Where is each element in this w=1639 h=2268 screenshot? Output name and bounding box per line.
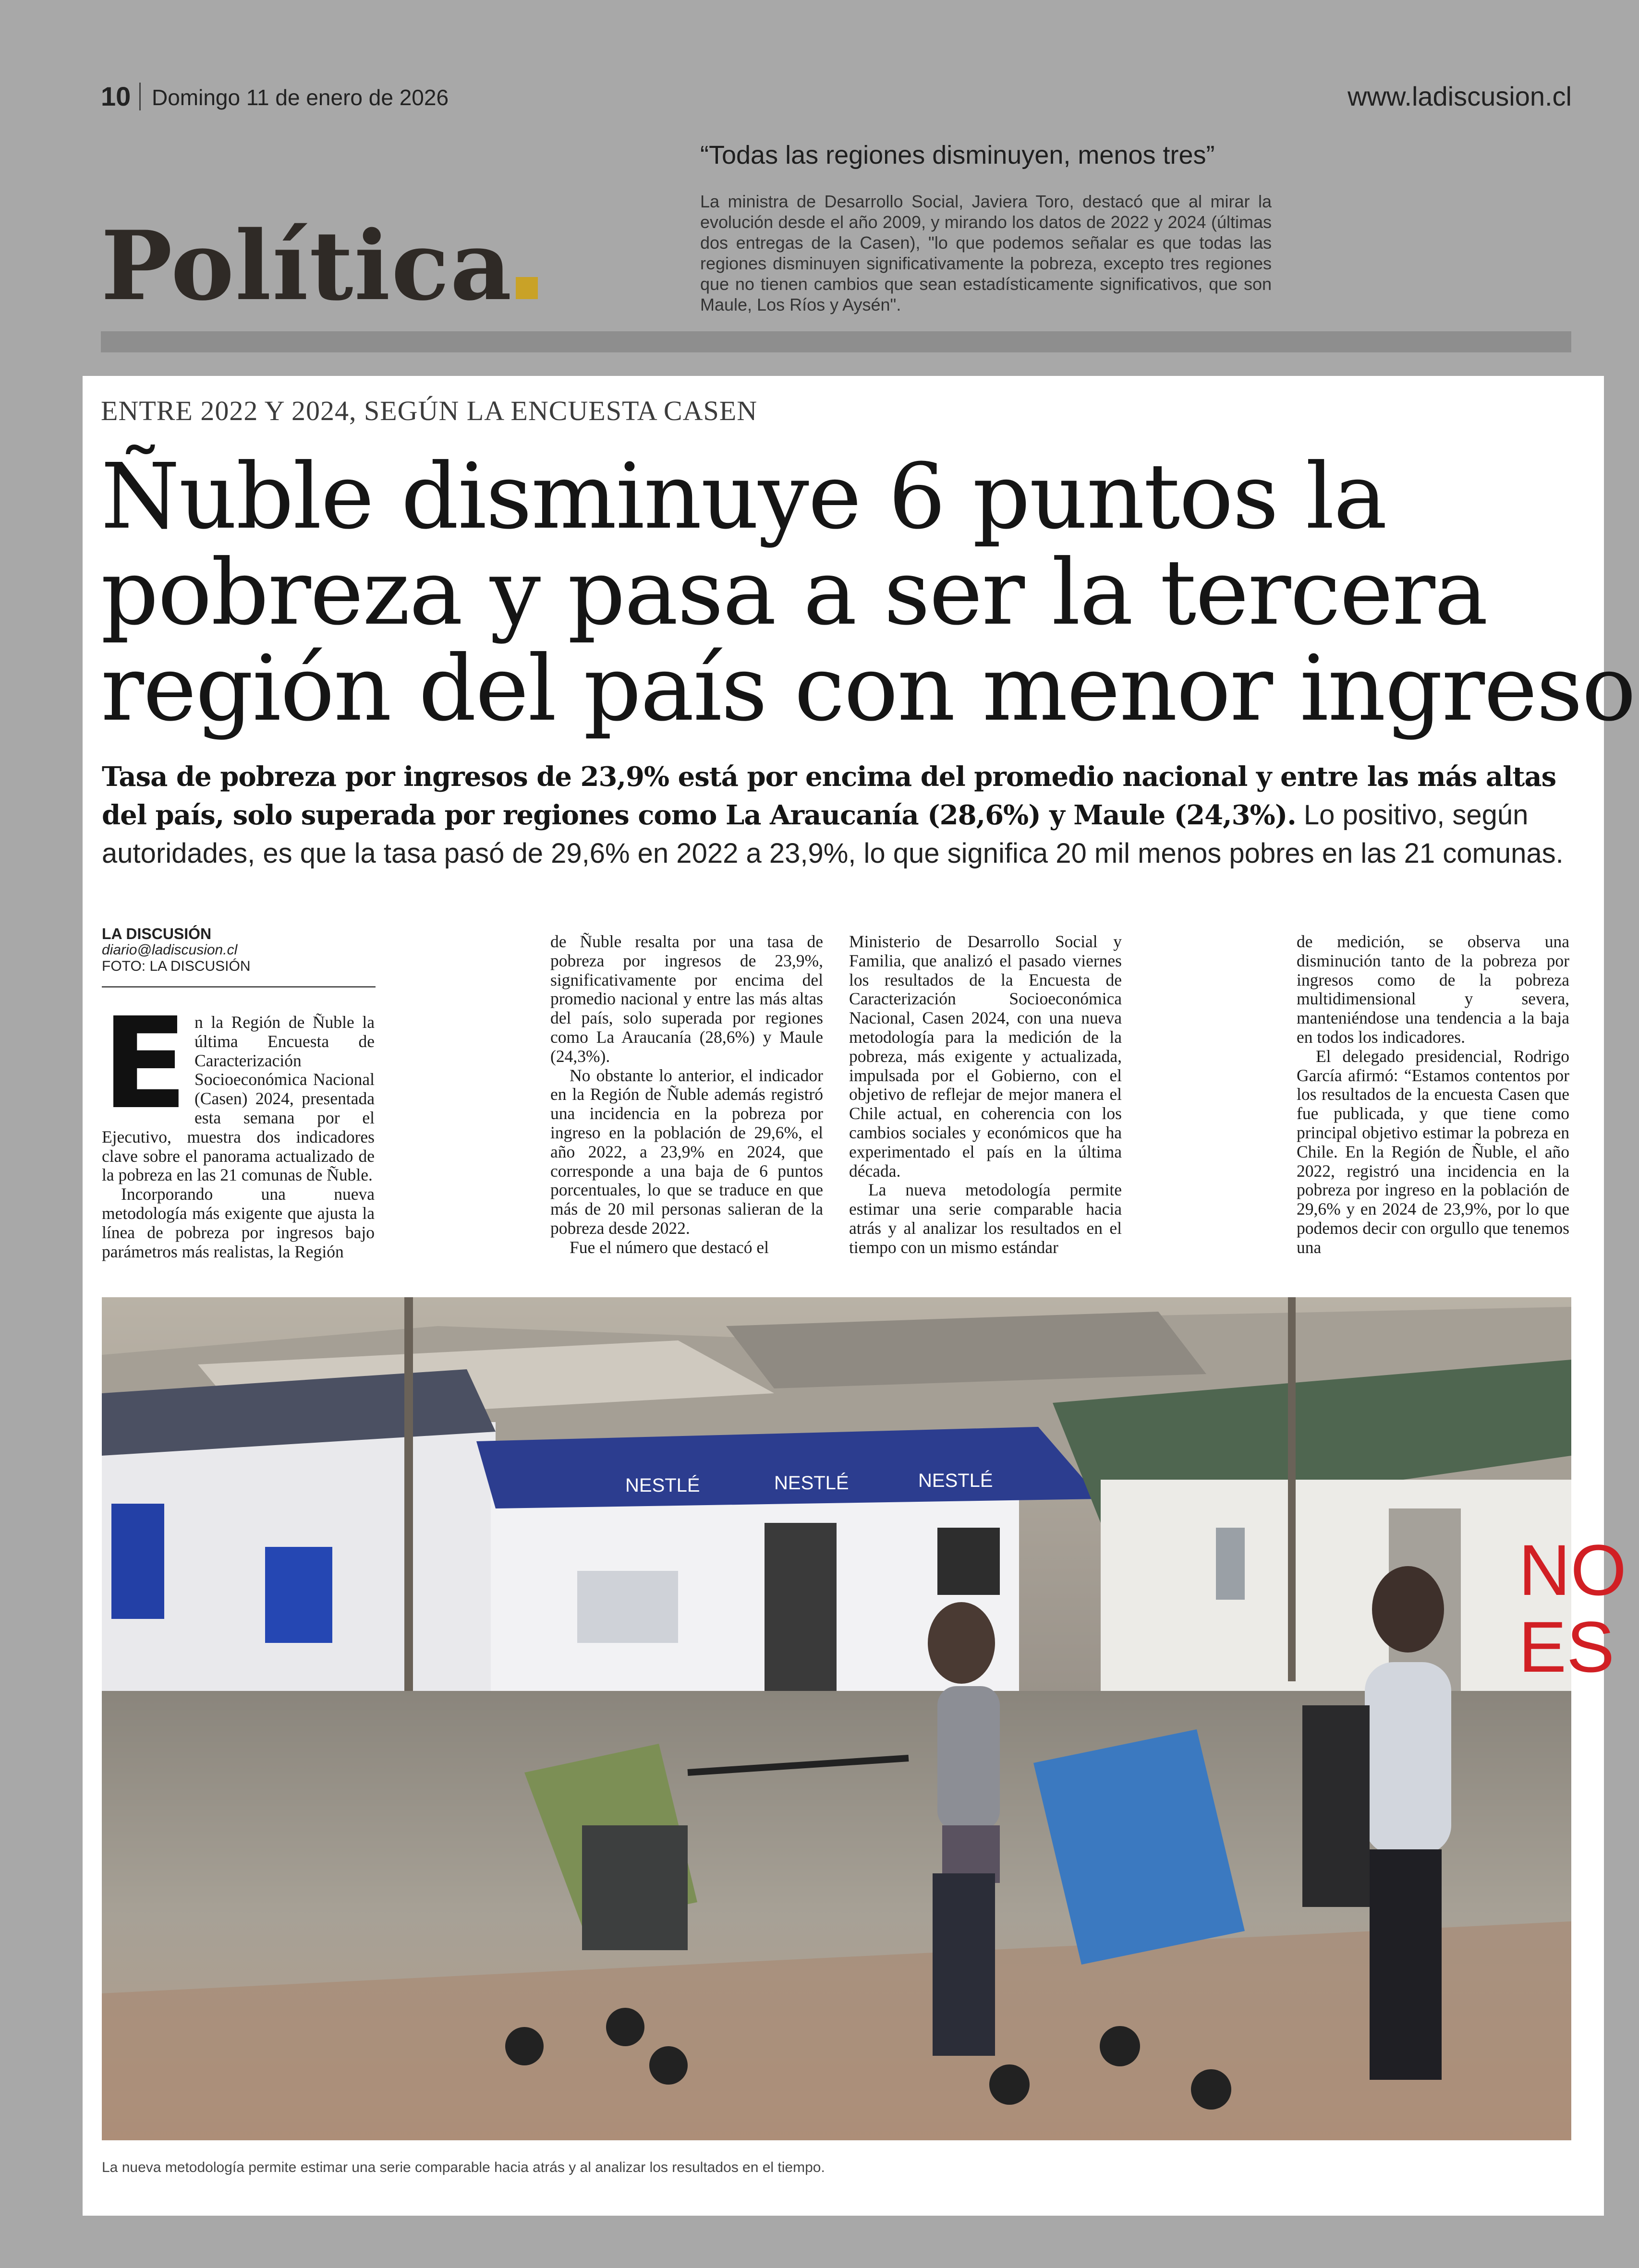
paragraph: de Ñuble resalta por una tasa de pobreza por ingresos de 23,9%, significativamente por encima del promedio nacional y entre las más altas del país, solo superada por regiones como La Araucanía (28,6%) y Maule (24,3%). bbox=[550, 932, 823, 1066]
article-deck bbox=[102, 758, 1576, 873]
deck-regular: Lo positivo, según autoridades, es que la tasa pasó de 29,6% en 2022 a 23,9%, lo que significa 20 mil menos pobres en las 21 comunas. bbox=[102, 799, 1564, 869]
section-accent-square bbox=[516, 277, 538, 299]
byline-email[interactable]: diario@ladiscusion.cl bbox=[102, 942, 238, 958]
paragraph: Incorporando una nueva metodología más exigente que ajusta la línea de pobreza por ingresos bajo parámetros más realistas, la Región bbox=[102, 1184, 375, 1261]
sign-text: NESTLÉ bbox=[918, 1470, 993, 1491]
website-url[interactable]: www.ladiscusion.cl bbox=[1348, 81, 1572, 111]
article-column-2 bbox=[550, 932, 823, 1284]
section-title bbox=[101, 210, 538, 322]
photo-illustration bbox=[102, 1297, 1627, 2140]
article-headline bbox=[101, 444, 1635, 741]
byline-photo-credit: FOTO: LA DISCUSIÓN bbox=[102, 958, 251, 974]
paragraph: La nueva metodología permite estimar una serie comparable hacia atrás y al analizar los resultados en el tiempo con un mismo estándar bbox=[849, 1180, 1122, 1257]
photo-caption: La nueva metodología permite estimar una serie comparable hacia atrás y al analizar los resultados en el tiempo. bbox=[102, 2159, 825, 2175]
headline-line-1: Ñuble disminuye 6 puntos la bbox=[101, 444, 1386, 549]
issue-date: Domingo 11 de enero de 2026 bbox=[152, 85, 449, 110]
paragraph: Fue el número que destacó el bbox=[570, 1237, 769, 1257]
page-number: 10 bbox=[101, 81, 131, 111]
paragraph: No obstante lo anterior, el indicador en la Región de Ñuble además registró una incidencia en la pobreza por ingreso en la población de 29,6%, el año 2022, a 23,9% en 2024, que corresponde a una baja de 6 puntos porcentuales, lo que se traduce en que más de 20 mil personas salieran de la pobreza desde 2022. bbox=[550, 1065, 823, 1238]
byline bbox=[102, 926, 376, 988]
article-column-4 bbox=[1297, 932, 1569, 1284]
section-divider-bar bbox=[101, 331, 1571, 352]
paragraph: n la Región de Ñuble la última Encuesta de Caracterización Socioeconómica Nacional (Casen) 2024, presentada esta semana por el Ejecutivo, muestra dos indicadores clave sobre el panorama actualizado de la pobreza en las 21 comunas de Ñuble. bbox=[102, 1013, 375, 1185]
graffiti-text: ES bbox=[1518, 1606, 1615, 1687]
sign-text: NESTLÉ bbox=[774, 1472, 849, 1494]
deck-bold: Tasa de pobreza por ingresos de 23,9% está por encima del promedio nacional y entre las más altas del país, solo superada por regiones como La Araucanía (28,6%) y Maule (24,3%). bbox=[102, 761, 1556, 831]
headline-line-2: pobreza y pasa a ser la tercera bbox=[101, 540, 1487, 645]
graffiti-text: NO bbox=[1518, 1530, 1627, 1610]
article-photo bbox=[102, 1297, 1627, 2140]
sidebar-quote-title: “Todas las regiones disminuyen, menos tres” bbox=[700, 141, 1215, 169]
article-kicker: ENTRE 2022 Y 2024, SEGÚN LA ENCUESTA CASEN bbox=[101, 395, 758, 426]
headline-line-3: región del país con menor ingreso bbox=[101, 636, 1635, 741]
article-column-1 bbox=[102, 990, 375, 1282]
byline-author: LA DISCUSIÓN bbox=[102, 925, 212, 942]
sign-text: NESTLÉ bbox=[625, 1475, 700, 1496]
article-column-3 bbox=[849, 932, 1122, 1284]
drop-cap: E bbox=[102, 990, 188, 1137]
sidebar-quote-body: La ministra de Desarrollo Social, Javiera Toro, destacó que al mirar la evolución desde el año 2009, y mirando los datos de 2022 y 2024 (últimas dos entregas de la Casen), "lo que podemos señalar es que todas las regiones disminuyen significativamente la pobreza, excepto tres regiones que no tienen cambios que sean estadísticamente significativos, que son Maule, Los Ríos y Aysén". bbox=[700, 192, 1272, 314]
paragraph: Ministerio de Desarrollo Social y Familia, que analizó el pasado viernes los resultados de la Encuesta de Caracterización Socioeconómica Nacional, Casen 2024, con una nueva metodología para la medición de la pobreza, más exigente y actualizada, impulsada por el Gobierno, con el objetivo de reflejar de mejor manera el Chile actual, en coherencia con los cambios sociales y económicos que ha experimentado el país en la última década. bbox=[849, 932, 1122, 1181]
section-title-text: Política bbox=[101, 210, 513, 322]
page-number-divider bbox=[139, 83, 141, 110]
paragraph: El delegado presidencial, Rodrigo García afirmó: “Estamos contentos por los resultados de la encuesta Casen que fue publicada, y que tiene como principal objetivo estimar la pobreza en Chile. En la Región de Ñuble, el año 2022, registró una incidencia en la pobreza por ingreso en la población de 29,6% y en 2024 de 23,9%, por lo que podemos decir con orgullo que tenemos una bbox=[1297, 1046, 1569, 1257]
paragraph: de medición, se observa una disminución tanto de la pobreza por ingresos como de la pobreza multidimensional y severa, manteniéndose una tendencia a la baja en todos los indicadores. bbox=[1297, 932, 1569, 1047]
